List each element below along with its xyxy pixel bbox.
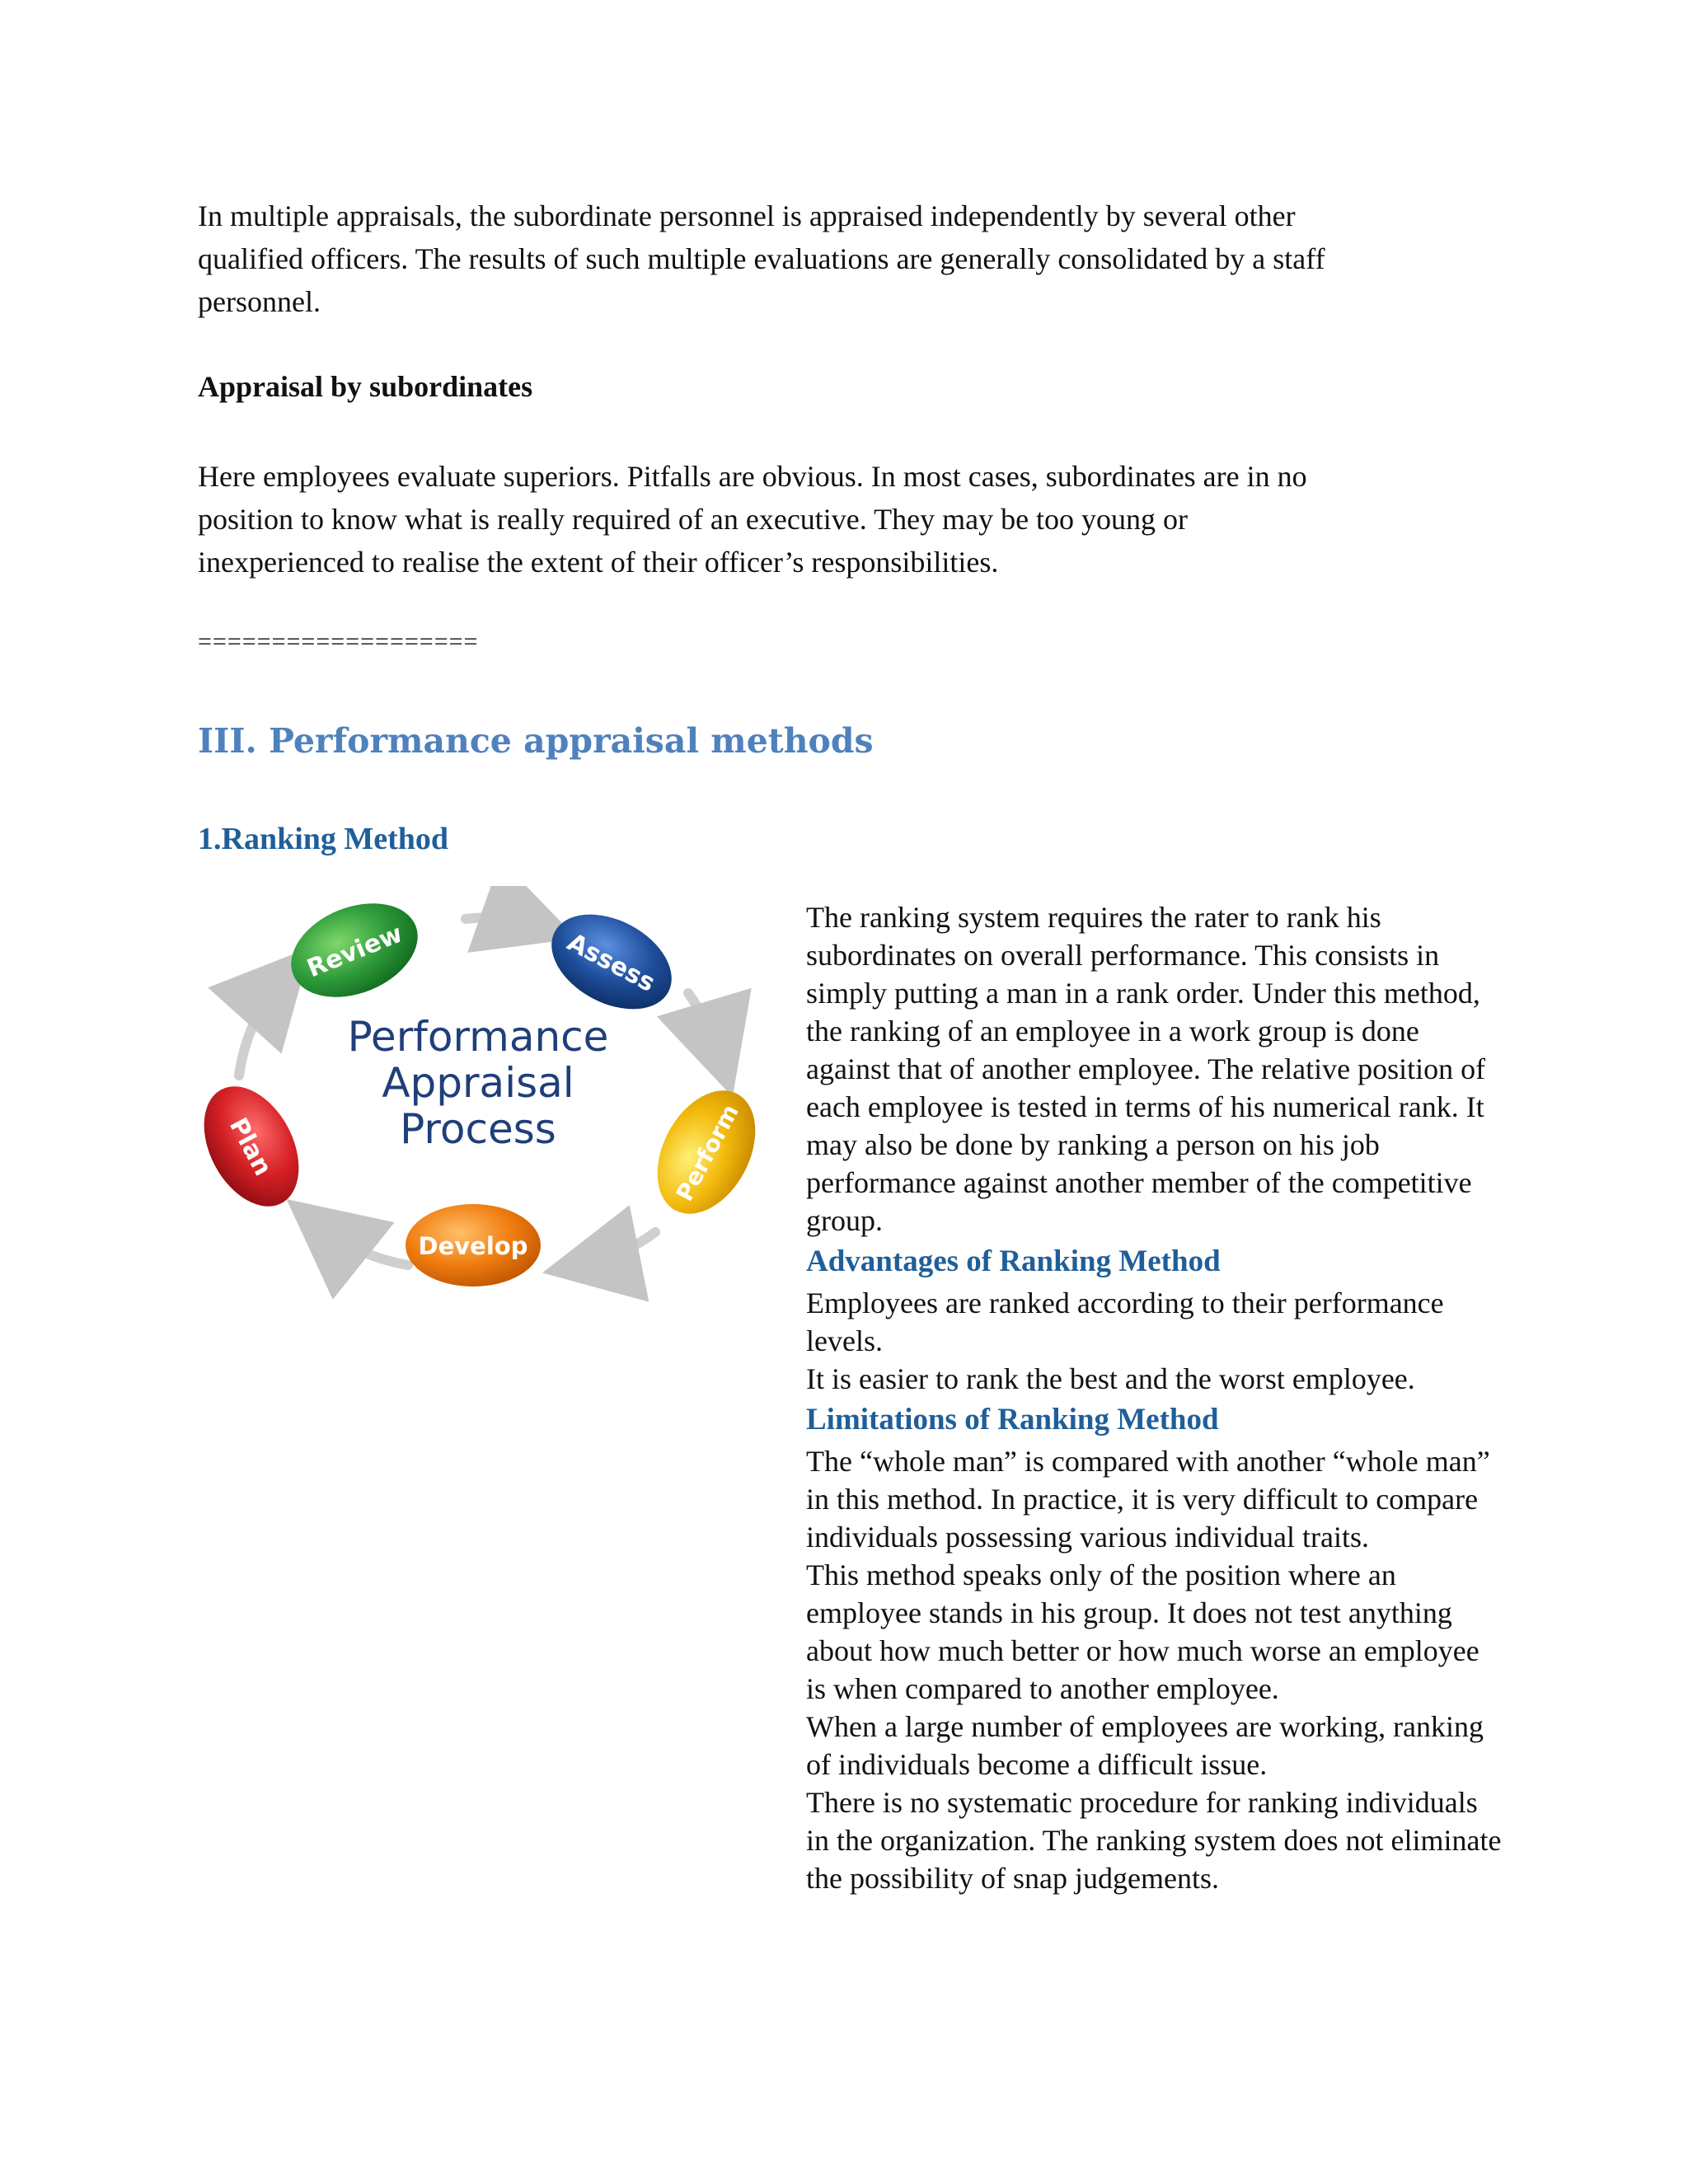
arrow-perform-to-develop bbox=[581, 1232, 655, 1265]
limitations-line: This method speaks only of the position where an bbox=[806, 1558, 1396, 1591]
description-line: the ranking of an employee in a work group is done bbox=[806, 1015, 1419, 1047]
description-line: simply putting a man in a rank order. Under this method, bbox=[806, 977, 1480, 1010]
subordinates-paragraph bbox=[198, 455, 1484, 583]
limitations-line: employee stands in his group. It does not test anything bbox=[806, 1596, 1452, 1629]
figure-title-line: Performance bbox=[347, 1013, 609, 1061]
figure-title bbox=[348, 1013, 609, 1153]
arrow-plan-to-review bbox=[239, 977, 284, 1076]
advantages-line: It is easier to rank the best and the worst employee. bbox=[806, 1362, 1415, 1395]
limitations-list bbox=[806, 1442, 1581, 1897]
assess-label: Assess bbox=[562, 927, 660, 998]
ranking-method-column bbox=[806, 898, 1581, 1897]
limitations-line: in this method. In practice, it is very difficult to compare bbox=[806, 1483, 1479, 1516]
review-label: Review bbox=[302, 919, 407, 984]
arrow-review-to-assess bbox=[466, 917, 540, 926]
advantages-heading: Advantages of Ranking Method bbox=[806, 1244, 1221, 1278]
figure-title-line: Process bbox=[400, 1105, 556, 1153]
limitations-line: of individuals become a difficult issue. bbox=[806, 1748, 1268, 1781]
intro-line: qualified officers. The results of such multiple evaluations are generally consolidated by a staff bbox=[198, 242, 1325, 275]
plan-label: Plan bbox=[223, 1113, 278, 1181]
performance-appraisal-cycle-figure bbox=[194, 886, 762, 1323]
description-line: The ranking system requires the rater to rank his bbox=[806, 901, 1381, 934]
perform-step bbox=[638, 1074, 762, 1230]
plan-step bbox=[194, 1071, 318, 1223]
limitations-line: the possibility of snap judgements. bbox=[806, 1862, 1219, 1895]
section-title: III. Performance appraisal methods bbox=[198, 721, 874, 761]
intro-line: In multiple appraisals, the subordinate personnel is appraised independently by several other bbox=[198, 199, 1296, 232]
limitations-heading: Limitations of Ranking Method bbox=[806, 1403, 1219, 1436]
figure-title-line: Appraisal bbox=[382, 1059, 574, 1107]
limitations-line: individuals possessing various individual traits. bbox=[806, 1521, 1369, 1554]
assess-step bbox=[536, 895, 688, 1029]
intro-paragraph bbox=[198, 194, 1484, 323]
description-line: against that of another employee. The relative position of bbox=[806, 1052, 1486, 1085]
perform-label: Perform bbox=[670, 1099, 744, 1206]
limitations-line: about how much better or how much worse an employee bbox=[806, 1634, 1479, 1667]
intro-line: personnel. bbox=[198, 285, 321, 318]
subordinates-heading: Appraisal by subordinates bbox=[198, 370, 533, 403]
develop-label: Develop bbox=[418, 1232, 528, 1260]
description-line: subordinates on overall performance. This consists in bbox=[806, 939, 1440, 972]
divider-line: =================== bbox=[198, 628, 479, 655]
develop-step bbox=[406, 1204, 541, 1286]
advantages-line: levels. bbox=[806, 1324, 883, 1357]
ranking-description bbox=[806, 898, 1581, 1240]
subordinates-line: position to know what is really required of an executive. They may be too young or bbox=[198, 503, 1189, 536]
advantages-list bbox=[806, 1284, 1581, 1398]
limitations-line: There is no systematic procedure for ranking individuals bbox=[806, 1786, 1478, 1819]
limitations-line: The “whole man” is compared with another “whole man” bbox=[806, 1445, 1490, 1478]
limitations-line: is when compared to another employee. bbox=[806, 1672, 1279, 1705]
description-line: performance against another member of the competitive bbox=[806, 1166, 1472, 1199]
review-step bbox=[277, 886, 431, 1015]
description-line: may also be done by ranking a person on his job bbox=[806, 1128, 1380, 1161]
subordinates-line: Here employees evaluate superiors. Pitfalls are obvious. In most cases, subordinates are in no bbox=[198, 460, 1307, 493]
advantages-line: Employees are ranked according to their performance bbox=[806, 1286, 1444, 1319]
limitations-line: When a large number of employees are working, ranking bbox=[806, 1710, 1484, 1743]
subordinates-line: inexperienced to realise the extent of their officer’s responsibilities. bbox=[198, 546, 999, 579]
ranking-method-title: 1.Ranking Method bbox=[198, 822, 449, 856]
arrow-develop-to-plan bbox=[317, 1224, 408, 1265]
description-line: group. bbox=[806, 1204, 883, 1237]
description-line: each employee is tested in terms of his numerical rank. It bbox=[806, 1090, 1484, 1123]
arrow-assess-to-perform bbox=[688, 993, 721, 1059]
limitations-line: in the organization. The ranking system does not eliminate bbox=[806, 1824, 1502, 1857]
